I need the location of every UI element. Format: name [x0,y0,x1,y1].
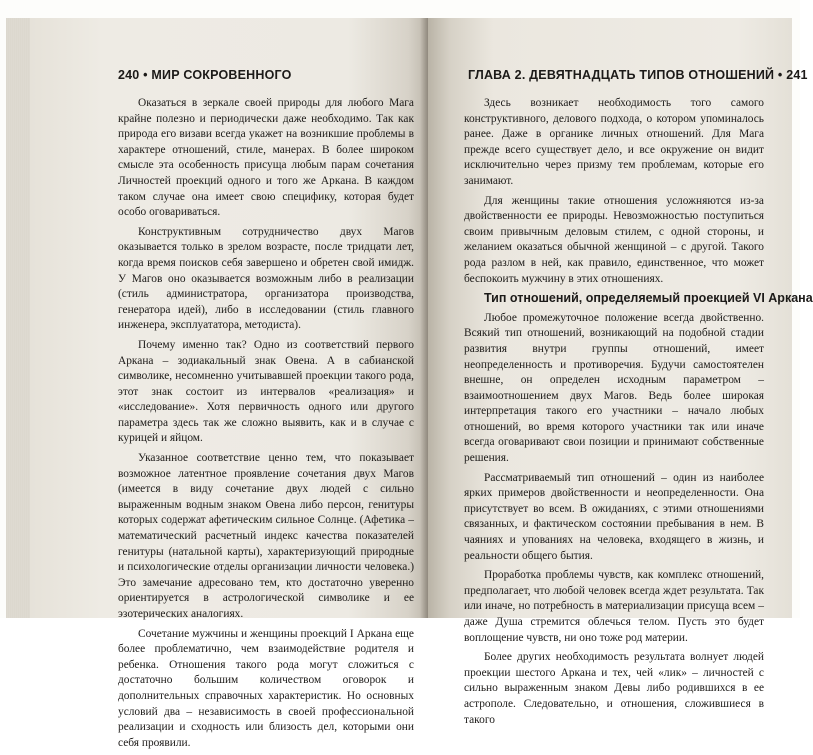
book-title: МИР СОКРОВЕННОГО [151,68,292,82]
section-heading: Тип отношений, определяемый проекцией VI Аркана [484,291,813,306]
right-separator: • [777,68,783,82]
open-book [6,18,813,749]
left-page [30,18,428,749]
left-running-head [118,68,292,82]
right-running-head [468,68,808,82]
left-paragraph-1: Оказаться в зеркале своей природы для любого Мага крайне полезно и периодически даже необходимо. Так как природа его визави всегда укажет на возникшие проблемы в характере отношений, стиле, манерах. В более широком смысле эта особенность присуща любым парам сочетания Личностей проекций одного и того же Аркана. В каждом таком случае она имеет свою специфику, которая будет особо оговариваться. [118,97,414,219]
right-intro-paragraph-2: Для женщины такие отношения усложняются из-за двойственности ее природы. Невозможностью поступиться своим привычным деловым стилем, с одной стороны, и желанием оказаться обычной женщиной – с другой. Такого рода разлом в ней, как правило, единственное, что может беспокоить мужчину в этих отношениях. [464,194,764,285]
right-section-paragraph-2: Рассматриваемый тип отношений – один из наиболее ярких примеров двойственности и неопределенности. Она присутствует во всем. В ожиданиях, с этими отношениями связанных, и фактическом состоянии пребывания в нем. В чаяниях и упованиях на человека, входящего в жизнь, и реальности общего бытия. [464,471,764,562]
left-separator: • [143,68,148,82]
right-page-text [464,96,813,732]
left-paragraph-5: Сочетание мужчины и женщины проекций I Аркана еще более проблематично, чем взаимодействие родителя и ребенка. Отношения такого рода могут сложиться с достаточно большим количеством оговорок и дополнительных справочных характеристик. Но основных условий два – независимость в своей профессиональной реализации и сходность или близость дел, которыми они себя проявили. [118,627,414,749]
right-page-number: 241 [786,68,808,82]
chapter-title: ГЛАВА 2. ДЕВЯТНАДЦАТЬ ТИПОВ ОТНОШЕНИЙ [468,68,775,82]
right-section-paragraph-1: Любое промежуточное положение всегда двойственно. Всякий тип отношений, возникающий на подобной стадии развития внутри группы отношений, имеет неопределенность и противоречия. Будучи самостоятелен внешне, он определен исходным параметром – взаимоотношением двух Магов. Ведь более широкая интерпретация такого его участники – начало любых отношений, во время которого участники так или иначе всегда оговаривают свои позиции и принимают собственные решения. [464,311,764,465]
left-paragraph-4: Указанное соответствие ценно тем, что показывает возможное латентное проявление сочетания двух Магов (имеется в виду сочетание двух людей с сильно выраженным водным знаком Овена либо персон, генитуры которых содержат афетическим сильное Солнце. (Афетика – математический расчетный индекс качества показателей генитуры (натальной карты), характеризующий природные и психологические отделы организации личности человека.) Это замечание адресовано тем, кто достаточно уверенно ориентируется в астрологической символике и ее эзотерических аналогиях. [118,452,414,620]
right-section-paragraph-4: Более других необходимость результата волнует людей проекции шестого Аркана и тех, чей «лик» – личностей с сильно выраженным знаком Девы либо родившихся в ее астрополе. Следовательно, и отношения, сложившиеся в такого [464,651,764,726]
right-section-paragraph-3: Проработка проблемы чувств, как комплекс отношений, предполагает, что любой человек всегда ждет результата. Так или иначе, но потребность в материализации присуща всем – даже Душа стремится облечься телом. Пусть это будет воплощение чувств, ни оно тоже род материи. [464,569,764,644]
right-intro-paragraph-1: Здесь возникает необходимость того самого конструктивного, делового подхода, о котором упоминалось ранее. Даже в органике личных отношений. Для Мага прежде всего существует дело, и все окружение он видит исключительно через призму тем проблемам, которые его занимают. [464,97,764,187]
left-paragraph-2: Конструктивным сотрудничество двух Магов оказывается только в зрелом возрасте, после тридцати лет, когда время поисков себя завершено и обретен свой имидж. У Магов оно оказывается возможным либо в реализации (стиль администратора, организатора производства, генератора идей), либо в исследовании (стиль главного инженера, эксплуататора, методиста). [118,225,414,332]
left-paragraph-3: Почему именно так? Одно из соответствий первого Аркана – зодиакальный знак Овена. А в сабианской символике, несомненно учитывавшей проекции такого рода, этот знак состоит из интервалов «реализация» и «исследование». Хотя первичность одного или другого параметра здесь так же сложно выявить, как и в случае с курицей и яйцом. [118,338,414,445]
left-page-number: 240 [118,68,140,82]
right-page [428,18,813,726]
page-edges [6,18,30,618]
left-page-text [118,96,414,755]
